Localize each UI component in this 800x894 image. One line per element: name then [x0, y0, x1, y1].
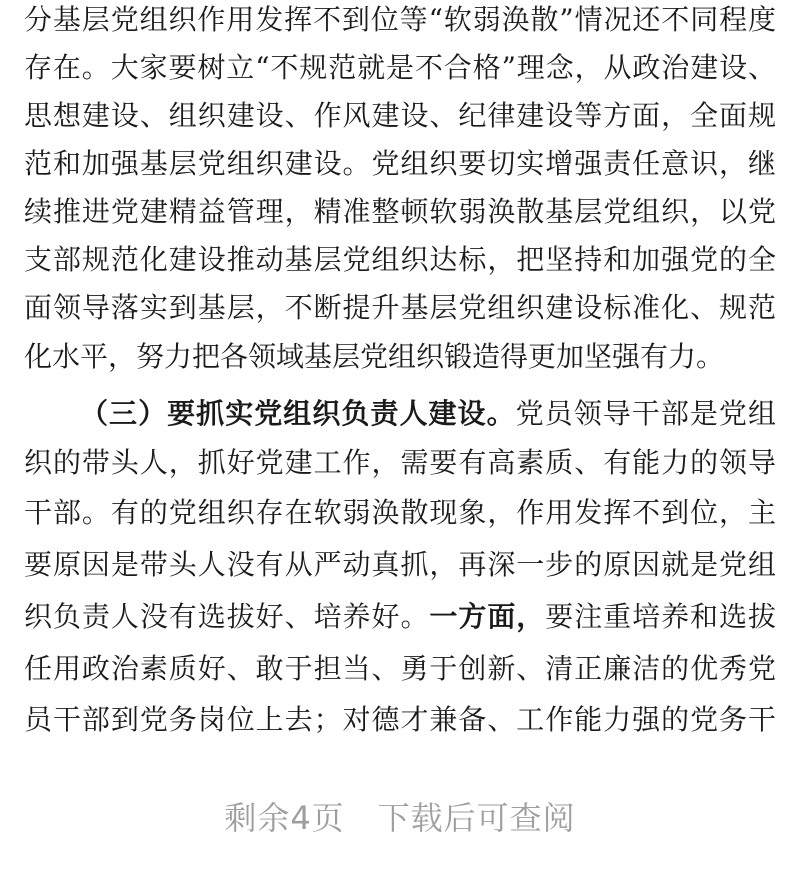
section-heading: （三）要抓实党组织负责人建设。: [80, 397, 516, 430]
remaining-pages-notice[interactable]: 剩余4页 下载后可查阅: [224, 799, 576, 837]
text-line: 分基层党组织作用发挥不到位等“软弱涣散”情况还不同程度: [24, 3, 776, 36]
text-line: 员干部到党务岗位上去；对德才兼备、工作能力强的党务干: [24, 703, 776, 736]
text-line: 化水平，努力把各领域基层党组织锻造得更加坚强有力。: [24, 340, 725, 373]
text-line: 干部。有的党组织存在软弱涣散现象，作用发挥不到位，主: [24, 496, 776, 529]
text-line: 支部规范化建设推动基层党组织达标，把坚持和加强党的全: [24, 243, 776, 276]
emphasis-text: 一方面，: [429, 600, 546, 633]
section-heading-line: [80, 394, 776, 434]
text-line-mixed: [24, 597, 776, 637]
text-line: 范和加强基层党组织建设。党组织要切实增强责任意识，继: [24, 147, 776, 180]
text-line: 思想建设、组织建设、作风建设、纪律建设等方面，全面规: [24, 99, 776, 132]
text-span: 要注重培养和选拔: [545, 600, 776, 633]
text-line: 要原因是带头人没有从严动真抓，再深一步的原因就是党组: [24, 548, 776, 581]
text-line: 面领导落实到基层，不断提升基层党组织建设标准化、规范: [24, 291, 776, 324]
text-line: 续推进党建精益管理，精准整顿软弱涣散基层党组织，以党: [24, 195, 776, 228]
text-line: 织的带头人，抓好党建工作，需要有高素质、有能力的领导: [24, 446, 776, 479]
text-span: 织负责人没有选拔好、培养好。: [24, 600, 430, 633]
text-span: 党员领导干部是党组: [515, 397, 776, 430]
text-line: 存在。大家要树立“不规范就是不合格”理念，从政治建设、: [24, 51, 776, 84]
text-line: 任用政治素质好、敢于担当、勇于创新、清正廉洁的优秀党: [24, 652, 776, 685]
